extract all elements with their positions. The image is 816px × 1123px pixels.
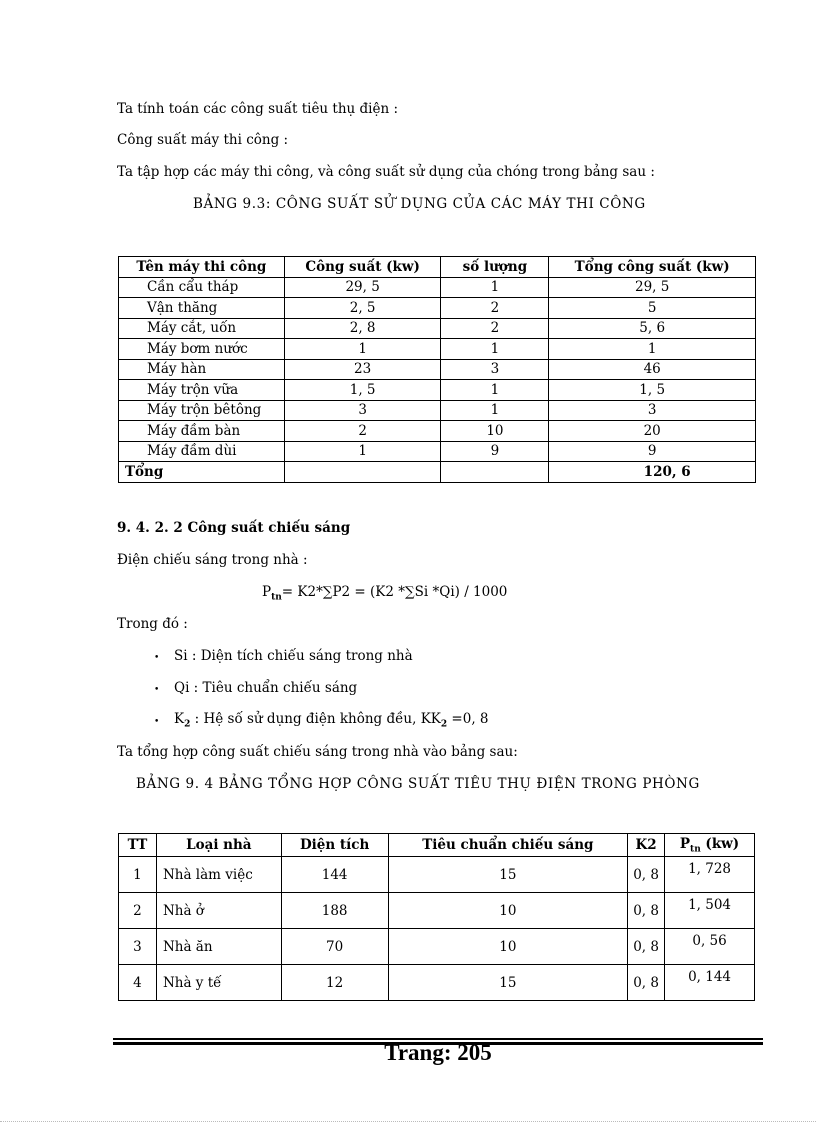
where-line: Trong đó :: [117, 616, 188, 632]
cell-building-type: Nhà làm việc: [156, 857, 281, 893]
cell-power: 1, 5: [284, 380, 441, 401]
table1-caption: BẢNG 9.3: CÔNG SUẤT SỬ DỤNG CỦA CÁC MÁY THI CÔNG: [193, 196, 646, 212]
cell-building-type: Nhà ở: [156, 893, 281, 929]
table-header-row: [119, 257, 756, 278]
cell-machine: Máy hàn: [119, 359, 285, 380]
cell-total: 46: [549, 359, 756, 380]
cell-k2: 0, 8: [628, 893, 665, 929]
cell-k2: 0, 8: [628, 929, 665, 965]
formula: [262, 584, 507, 603]
cell-standard: 15: [388, 857, 628, 893]
table-header-row: [119, 834, 755, 857]
header-ptn: [665, 834, 755, 857]
cell-power: 23: [284, 359, 441, 380]
cell-power: 3: [284, 400, 441, 421]
cell-power: 2, 8: [284, 318, 441, 339]
cell-total: 9: [549, 441, 756, 462]
table-row: [119, 380, 756, 401]
table-row: [119, 359, 756, 380]
cell-power: 1: [284, 339, 441, 360]
table-row: [119, 441, 756, 462]
bullet-item-3: [174, 711, 489, 730]
bullet3-k: K: [174, 711, 185, 727]
table-row: [119, 965, 755, 1001]
cell-quantity: 10: [441, 421, 549, 442]
cell-quantity: 2: [441, 298, 549, 319]
header-ptn-unit: (kw): [700, 835, 740, 852]
cell-total: 1: [549, 339, 756, 360]
formula-p: P: [262, 584, 272, 600]
cell-machine: Máy cắt, uốn: [119, 318, 285, 339]
cell-tt: 1: [119, 857, 157, 893]
formula-sub: tn: [271, 592, 282, 603]
cell-quantity: 1: [441, 400, 549, 421]
header-machine: Tên máy thi công: [119, 257, 285, 278]
cell-machine: Máy trộn vữa: [119, 380, 285, 401]
cell-quantity: 9: [441, 441, 549, 462]
cell-quantity: 2: [441, 318, 549, 339]
table-row: [119, 298, 756, 319]
cell-total: 5: [549, 298, 756, 319]
bullet-item-1: Si : Diện tích chiếu sáng trong nhà: [174, 648, 413, 664]
cell-total: 3: [549, 400, 756, 421]
cell-total: 20: [549, 421, 756, 442]
cell-standard: 10: [388, 929, 628, 965]
intro-line-1: Ta tính toán các công suất tiêu thụ điện :: [117, 101, 399, 117]
table2-caption: BẢNG 9. 4 BẢNG TỔNG HỢP CÔNG SUẤT TIÊU THỤ ĐIỆN TRONG PHÒNG: [136, 776, 700, 792]
table-row: [119, 400, 756, 421]
cell-area: 70: [281, 929, 388, 965]
cell-total: 29, 5: [549, 277, 756, 298]
total-label: Tổng: [119, 462, 285, 483]
cell-k2: 0, 8: [628, 857, 665, 893]
header-total-power: Tổng công suất (kw): [549, 257, 756, 278]
header-ptn-sub: tn: [690, 844, 701, 855]
cell-ptn: 1, 728: [665, 857, 755, 893]
header-area: Diện tích: [281, 834, 388, 857]
cell-ptn: 0, 56: [665, 929, 755, 965]
cell-machine: Máy đầm dùi: [119, 441, 285, 462]
bullet-item-2: Qi : Tiêu chuẩn chiếu sáng: [174, 680, 358, 696]
cell-power: 1: [284, 441, 441, 462]
cell-power: 2, 5: [284, 298, 441, 319]
cell-area: 12: [281, 965, 388, 1001]
bullet-icon: •: [154, 685, 160, 695]
table-row: [119, 421, 756, 442]
empty-cell: [441, 462, 549, 483]
cell-standard: 10: [388, 893, 628, 929]
page-number: Trang: 205: [384, 1040, 492, 1065]
table-row: [119, 318, 756, 339]
section-line-1: Điện chiếu sáng trong nhà :: [117, 552, 308, 568]
cell-total: 5, 6: [549, 318, 756, 339]
formula-rest: = K2*∑P2 = (K2 *∑Si *Qi) / 1000: [281, 584, 508, 600]
header-power: Công suất (kw): [284, 257, 441, 278]
cell-quantity: 3: [441, 359, 549, 380]
cell-tt: 4: [119, 965, 157, 1001]
section-heading: 9. 4. 2. 2 Công suất chiếu sáng: [117, 520, 351, 536]
cell-ptn: 1, 504: [665, 893, 755, 929]
bullet-icon: •: [154, 653, 160, 663]
header-ptn-p: P: [679, 835, 691, 852]
intro-line-3: Ta tập hợp các máy thi công, và công suất sử dụng của chóng trong bảng sau :: [117, 164, 655, 180]
bullet3-sub: 2: [184, 719, 191, 730]
cell-tt: 3: [119, 929, 157, 965]
bullet3-k2: K: [430, 711, 441, 727]
cell-machine: Máy trộn bêtông: [119, 400, 285, 421]
bullet3-mid: : Hệ số sử dụng điện không đều, K: [190, 711, 431, 727]
cell-total: 1, 5: [549, 380, 756, 401]
bullet3-end: =0, 8: [447, 711, 489, 727]
empty-cell: [284, 462, 441, 483]
cell-machine: Máy bơm nước: [119, 339, 285, 360]
cell-area: 144: [281, 857, 388, 893]
cell-building-type: Nhà ăn: [156, 929, 281, 965]
cell-quantity: 1: [441, 339, 549, 360]
table-row: [119, 929, 755, 965]
cell-power: 29, 5: [284, 277, 441, 298]
cell-area: 188: [281, 893, 388, 929]
cell-quantity: 1: [441, 380, 549, 401]
intro-line-2: Công suất máy thi công :: [117, 132, 289, 148]
cell-power: 2: [284, 421, 441, 442]
total-value: 120, 6: [549, 462, 756, 483]
header-k2: K2: [628, 834, 665, 857]
table-total-row: [119, 462, 756, 483]
page-edge-dotted-line: [0, 1121, 816, 1122]
cell-tt: 2: [119, 893, 157, 929]
cell-machine: Cần cẩu tháp: [119, 277, 285, 298]
table-row: [119, 857, 755, 893]
cell-building-type: Nhà y tế: [156, 965, 281, 1001]
header-building-type: Loại nhà: [156, 834, 281, 857]
cell-quantity: 1: [441, 277, 549, 298]
table-row: [119, 339, 756, 360]
cell-machine: Vận thăng: [119, 298, 285, 319]
cell-machine: Máy đầm bàn: [119, 421, 285, 442]
cell-k2: 0, 8: [628, 965, 665, 1001]
table-row: [119, 893, 755, 929]
lighting-table: [118, 833, 755, 1001]
bullet3-sub2: 2: [440, 719, 448, 730]
header-quantity: số lượng: [441, 257, 549, 278]
header-tt: TT: [119, 834, 157, 857]
header-lighting-standard: Tiêu chuẩn chiếu sáng: [388, 834, 628, 857]
cell-standard: 15: [388, 965, 628, 1001]
bullet-icon: •: [154, 717, 160, 727]
table-row: [119, 277, 756, 298]
cell-ptn: 0, 144: [665, 965, 755, 1001]
machines-table: [118, 256, 756, 483]
summary-line: Ta tổng hợp công suất chiếu sáng trong nhà vào bảng sau:: [117, 744, 518, 760]
